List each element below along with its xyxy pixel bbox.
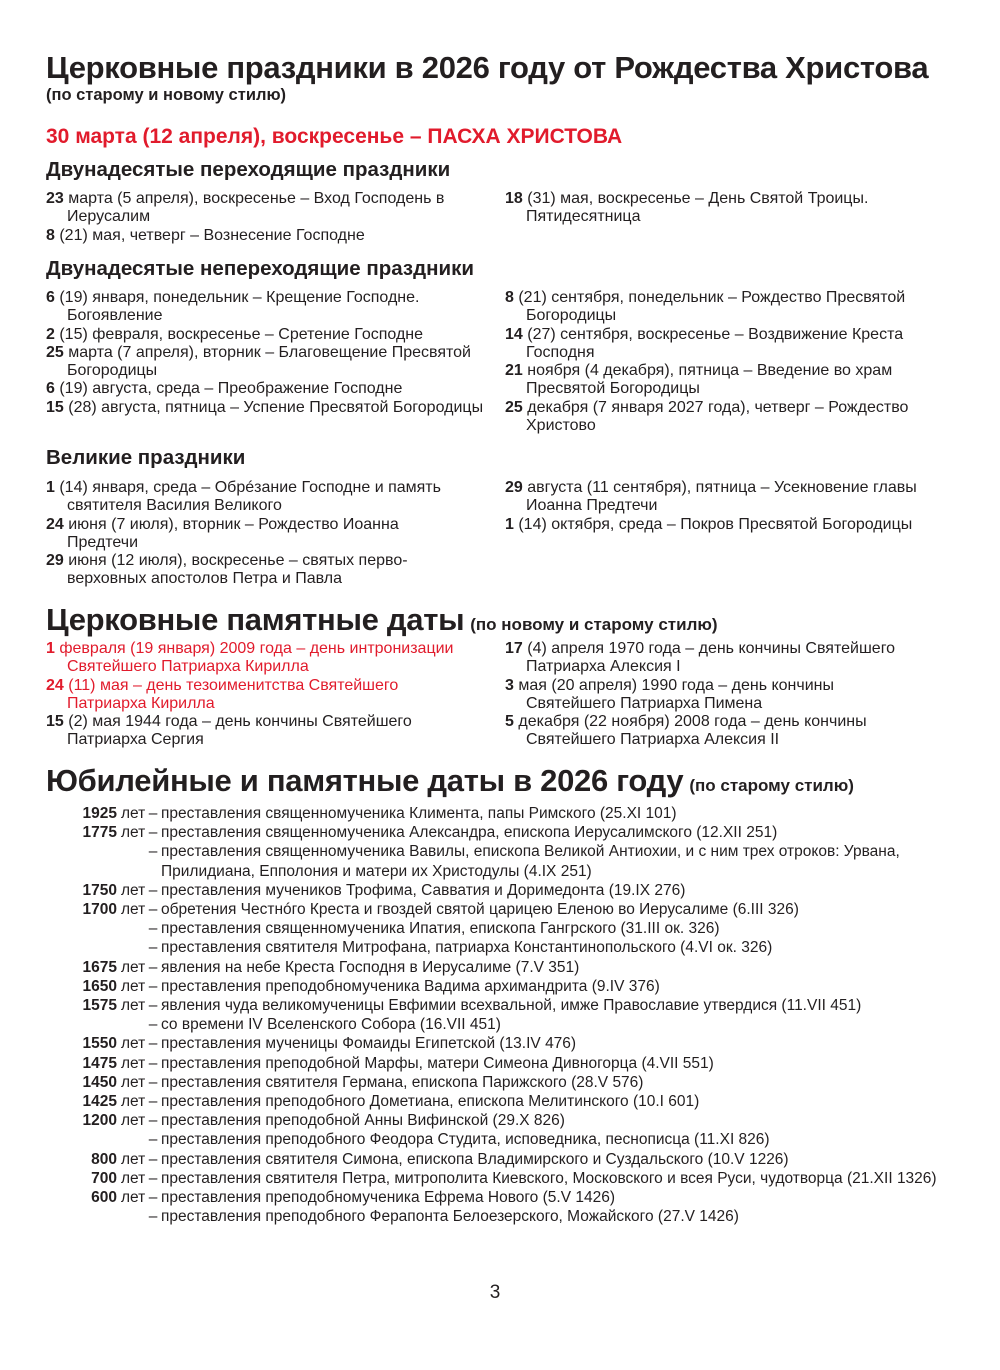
list-item: 1 (14) января, среда – Обрéзание Господне и память святителя Василия Великого <box>46 479 441 515</box>
jubilee-dash: – <box>148 1016 158 1034</box>
jubilee-text: обретения Честнóго Креста и гвоздей святой царицею Еленою во Иерусалиме (6.III 326) <box>161 901 799 919</box>
jubilee-dash: – <box>148 997 158 1015</box>
jubilee-years <box>46 1130 117 1149</box>
list-item: 15 (2) мая 1944 года – день кончины Святейшего Патриарха Сергия <box>46 713 412 749</box>
jubilee-text: преставления мученицы Фомаиды Египетской (13.IV 476) <box>161 1035 577 1053</box>
jubilee-years-label: лет <box>121 1112 146 1130</box>
list-item: 24 июня (7 июля), вторник – Рождество Иоанна Предтечи <box>46 515 399 551</box>
jubilee-years-label <box>121 1130 145 1149</box>
jubilee-years-label: лет <box>121 901 146 919</box>
jubilee-list <box>46 804 986 1226</box>
memorial-left-column <box>46 640 466 750</box>
jubilee-years-label <box>121 1207 145 1226</box>
jubilee-text: преставления святителя Германа, епископа Парижского (28.V 576) <box>161 1073 644 1091</box>
jubilee-years-label: лет <box>121 1073 146 1091</box>
jubilee-years-label: лет <box>121 1035 146 1053</box>
jubilee-text: со времени IV Вселенского Собора (16.VII 451) <box>161 1016 501 1034</box>
jubilee-years <box>46 919 117 938</box>
jubilee-row <box>46 958 986 977</box>
list-item: 18 (31) мая, воскресенье – День Святой Троицы. Пятидесятница <box>505 190 869 226</box>
list-item: 5 декабря (22 ноября) 2008 года – день кончины Святейшего Патриарха Алексия II <box>505 713 867 749</box>
list-item: 24 (11) мая – день тезоименитства Святейшего Патриарха Кирилла <box>46 676 399 712</box>
jubilee-years-label <box>121 842 145 880</box>
list-item: 25 декабря (7 января 2027 года), четверг – Рождество Христово <box>505 398 909 435</box>
jubilee-years <box>46 1015 117 1034</box>
list-item: 1 февраля (19 января) 2009 года – день интронизации Святейшего Патриарха Кирилла <box>46 640 454 676</box>
jubilee-years: 1775 <box>82 824 117 842</box>
jubilee-row <box>46 804 986 823</box>
jubilee-years-label: лет <box>121 977 146 995</box>
jubilee-row <box>46 1130 986 1149</box>
page-number: 3 <box>489 1282 501 1303</box>
jubilee-dash: – <box>148 843 158 861</box>
jubilee-years: 700 <box>91 1169 117 1187</box>
jubilee-years-label: лет <box>121 1189 146 1207</box>
jubilee-dash: – <box>148 920 158 938</box>
jubilee-text: преставления святителя Петра, митрополита Киевского, Московского и всея Руси, чудотворца (21.XII 1326) <box>161 1169 937 1187</box>
easter-date: 30 марта (12 апреля), воскресенье – ПАСХА ХРИСТОВА <box>46 125 623 148</box>
jubilee-years-label: лет <box>121 1054 146 1072</box>
jubilee-text: преставления святителя Симона, епископа Владимирского и Суздальского (10.V 1226) <box>161 1150 789 1168</box>
jubilee-text: преставления преподобномученика Ефрема Нового (5.V 1426) <box>161 1189 615 1207</box>
jubilee-dash: – <box>148 1093 158 1111</box>
jubilee-years: 1575 <box>82 997 117 1015</box>
jubilee-dash: – <box>148 901 158 919</box>
jubilee-text: преставления святителя Митрофана, патриарха Константинопольского (4.VI ок. 326) <box>161 939 773 957</box>
jubilee-text: преставления мучеников Трофима, Савватия и Доримедонта (19.IX 276) <box>161 881 686 899</box>
jubilee-years: 800 <box>91 1150 117 1168</box>
jubilee-dash: – <box>148 1150 158 1168</box>
jubilee-years: 1200 <box>82 1112 117 1130</box>
jubilee-dash: – <box>148 1131 158 1149</box>
jubilee-years-label: лет <box>121 805 146 822</box>
list-item: 1 (14) октября, среда – Покров Пресвятой Богородицы <box>505 515 913 533</box>
list-item: 8 (21) сентября, понедельник – Рождество Пресвятой Богородицы <box>505 289 906 325</box>
list-item: 29 июня (12 июля), воскресенье – святых перво-верховных апостолов Петра и Павла <box>46 552 408 588</box>
jubilee-years-label: лет <box>121 824 146 842</box>
jubilee-row <box>46 1092 986 1111</box>
jubilee-years-label: лет <box>121 881 146 899</box>
page-title: Церковные праздники в 2026 году от Рождества Христова <box>46 50 929 85</box>
jubilee-text: преставления священномученика Вавилы, епископа Великой Антиохии, и с ним трех отроков: Урвана, Прилидиана, Епполония и матери их Христодулы (4.IX 251) <box>161 843 900 880</box>
jubilee-dash: – <box>148 939 158 957</box>
jubilee-row <box>46 1169 986 1188</box>
jubilee-years: 1650 <box>82 977 117 995</box>
list-item: 14 (27) сентября, воскресенье – Воздвижение Креста Господня <box>505 325 904 361</box>
jubilee-dash: – <box>148 881 158 899</box>
list-item: 21 ноября (4 декабря), пятница – Введение во храм Пресвятой Богородицы <box>505 362 893 398</box>
jubilee-years: 600 <box>91 1189 117 1207</box>
jubilee-dash: – <box>148 1189 158 1207</box>
jubilee-row <box>46 1188 986 1207</box>
list-item: 29 августа (11 сентября), пятница – Усекновение главы Иоанна Предтечи <box>505 479 917 515</box>
list-item: 3 мая (20 апреля) 1990 года – день кончины Святейшего Патриарха Пимена <box>505 676 834 712</box>
jubilee-years <box>46 938 117 957</box>
jubilee-years: 1700 <box>82 901 117 919</box>
jubilee-text: преставления священномученика Климента, папы Римского (25.XI 101) <box>161 805 677 822</box>
jubilee-dash: – <box>148 1169 158 1187</box>
jubilee-dash: – <box>148 1035 158 1053</box>
jubilee-row <box>46 938 986 957</box>
fixed-feasts-heading: Двунадесятые непереходящие праздники <box>46 257 474 280</box>
jubilee-dash: – <box>148 1112 158 1130</box>
list-item: 6 (19) января, понедельник – Крещение Господне. Богоявление <box>46 289 420 325</box>
movable-left-column <box>46 190 486 245</box>
jubilee-dash: – <box>148 1208 158 1226</box>
jubilee-row <box>46 1015 986 1034</box>
jubilee-row <box>46 1034 986 1053</box>
jubilee-row <box>46 823 986 842</box>
jubilee-text: преставления преподобного Ферапонта Белоезерского, Можайского (27.V 1426) <box>161 1208 739 1226</box>
jubilee-dash: – <box>148 1054 158 1072</box>
jubilee-dash: – <box>148 1073 158 1091</box>
jubilee-years: 1675 <box>82 958 117 976</box>
jubilee-dash: – <box>148 958 158 976</box>
jubilee-years-label <box>121 919 145 938</box>
great-right-column <box>505 479 950 534</box>
list-item: 15 (28) августа, пятница – Успение Пресвятой Богородицы <box>46 398 484 416</box>
memorial-dates-heading: Церковные памятные даты (по новому и старому стилю) <box>46 602 718 637</box>
jubilee-years-label <box>121 1015 145 1034</box>
jubilee-years: 1750 <box>82 881 117 899</box>
fixed-right-column <box>505 289 925 435</box>
jubilee-years-label: лет <box>121 958 146 976</box>
jubilee-years: 1550 <box>82 1035 117 1053</box>
list-item: 23 марта (5 апреля), воскресенье – Вход Господень в Иерусалим <box>46 190 445 226</box>
jubilee-row <box>46 996 986 1015</box>
jubilee-text: преставления преподобной Анны Вифинской (29.X 826) <box>161 1112 565 1130</box>
jubilee-years-label: лет <box>121 1169 146 1187</box>
jubilee-row <box>46 881 986 900</box>
jubilee-row <box>46 1054 986 1073</box>
jubilee-years <box>46 1207 117 1226</box>
page-subtitle: (по старому и новому стилю) <box>46 86 287 104</box>
jubilee-years-label: лет <box>121 1093 146 1111</box>
jubilee-row <box>46 842 986 880</box>
jubilee-row <box>46 1073 986 1092</box>
jubilee-dash: – <box>148 977 158 995</box>
jubilee-years: 1450 <box>82 1073 117 1091</box>
jubilee-text: преставления преподобной Марфы, матери Симеона Дивногорца (4.VII 551) <box>161 1054 714 1072</box>
jubilee-row <box>46 977 986 996</box>
jubilee-dates-heading: Юбилейные и памятные даты в 2026 году (по старому стилю) <box>46 763 854 798</box>
movable-feasts-heading: Двунадесятые переходящие праздники <box>46 158 451 181</box>
jubilee-row <box>46 900 986 919</box>
great-left-column <box>46 479 446 589</box>
jubilee-dash: – <box>148 824 158 842</box>
jubilee-text: преставления священномученика Александра, епископа Иерусалимского (12.XII 251) <box>161 824 778 842</box>
list-item: 8 (21) мая, четверг – Вознесение Господне <box>46 226 365 244</box>
jubilee-years-label: лет <box>121 1150 146 1168</box>
list-item: 6 (19) августа, среда – Преображение Господне <box>46 380 403 398</box>
jubilee-dash: – <box>148 805 158 822</box>
jubilee-row <box>46 1150 986 1169</box>
jubilee-years: 1475 <box>82 1054 117 1072</box>
jubilee-text: преставления преподобномученика Вадима архимандрита (9.IV 376) <box>161 977 660 995</box>
list-item: 17 (4) апреля 1970 года – день кончины Святейшего Патриарха Алексия I <box>505 640 896 676</box>
jubilee-years: 1425 <box>82 1093 117 1111</box>
memorial-right-column <box>505 640 925 750</box>
list-item: 2 (15) февраля, воскресенье – Сретение Господне <box>46 325 424 343</box>
movable-right-column <box>505 190 925 227</box>
list-item: 25 марта (7 апреля), вторник – Благовещение Пресвятой Богородицы <box>46 343 471 380</box>
jubilee-years <box>46 842 117 880</box>
jubilee-text: явления чуда великомученицы Евфимии всехвальной, имже Православие утвердися (11.VII 451) <box>161 997 862 1015</box>
jubilee-text: преставления преподобного Дометиана, епископа Мелитинского (10.I 601) <box>161 1093 700 1111</box>
jubilee-text: явления на небе Креста Господня в Иерусалиме (7.V 351) <box>161 958 580 976</box>
great-feasts-heading: Великие праздники <box>46 446 246 469</box>
jubilee-text: преставления священномученика Ипатия, епископа Гангрского (31.III ок. 326) <box>161 920 720 938</box>
jubilee-text: преставления преподобного Феодора Студита, исповедника, песнописца (11.XI 826) <box>161 1131 770 1149</box>
jubilee-row <box>46 1207 986 1226</box>
fixed-left-column <box>46 289 486 417</box>
jubilee-years: 1925 <box>82 805 117 822</box>
jubilee-years-label <box>121 938 145 957</box>
jubilee-years-label: лет <box>121 997 146 1015</box>
jubilee-row <box>46 1111 986 1130</box>
jubilee-row <box>46 919 986 938</box>
